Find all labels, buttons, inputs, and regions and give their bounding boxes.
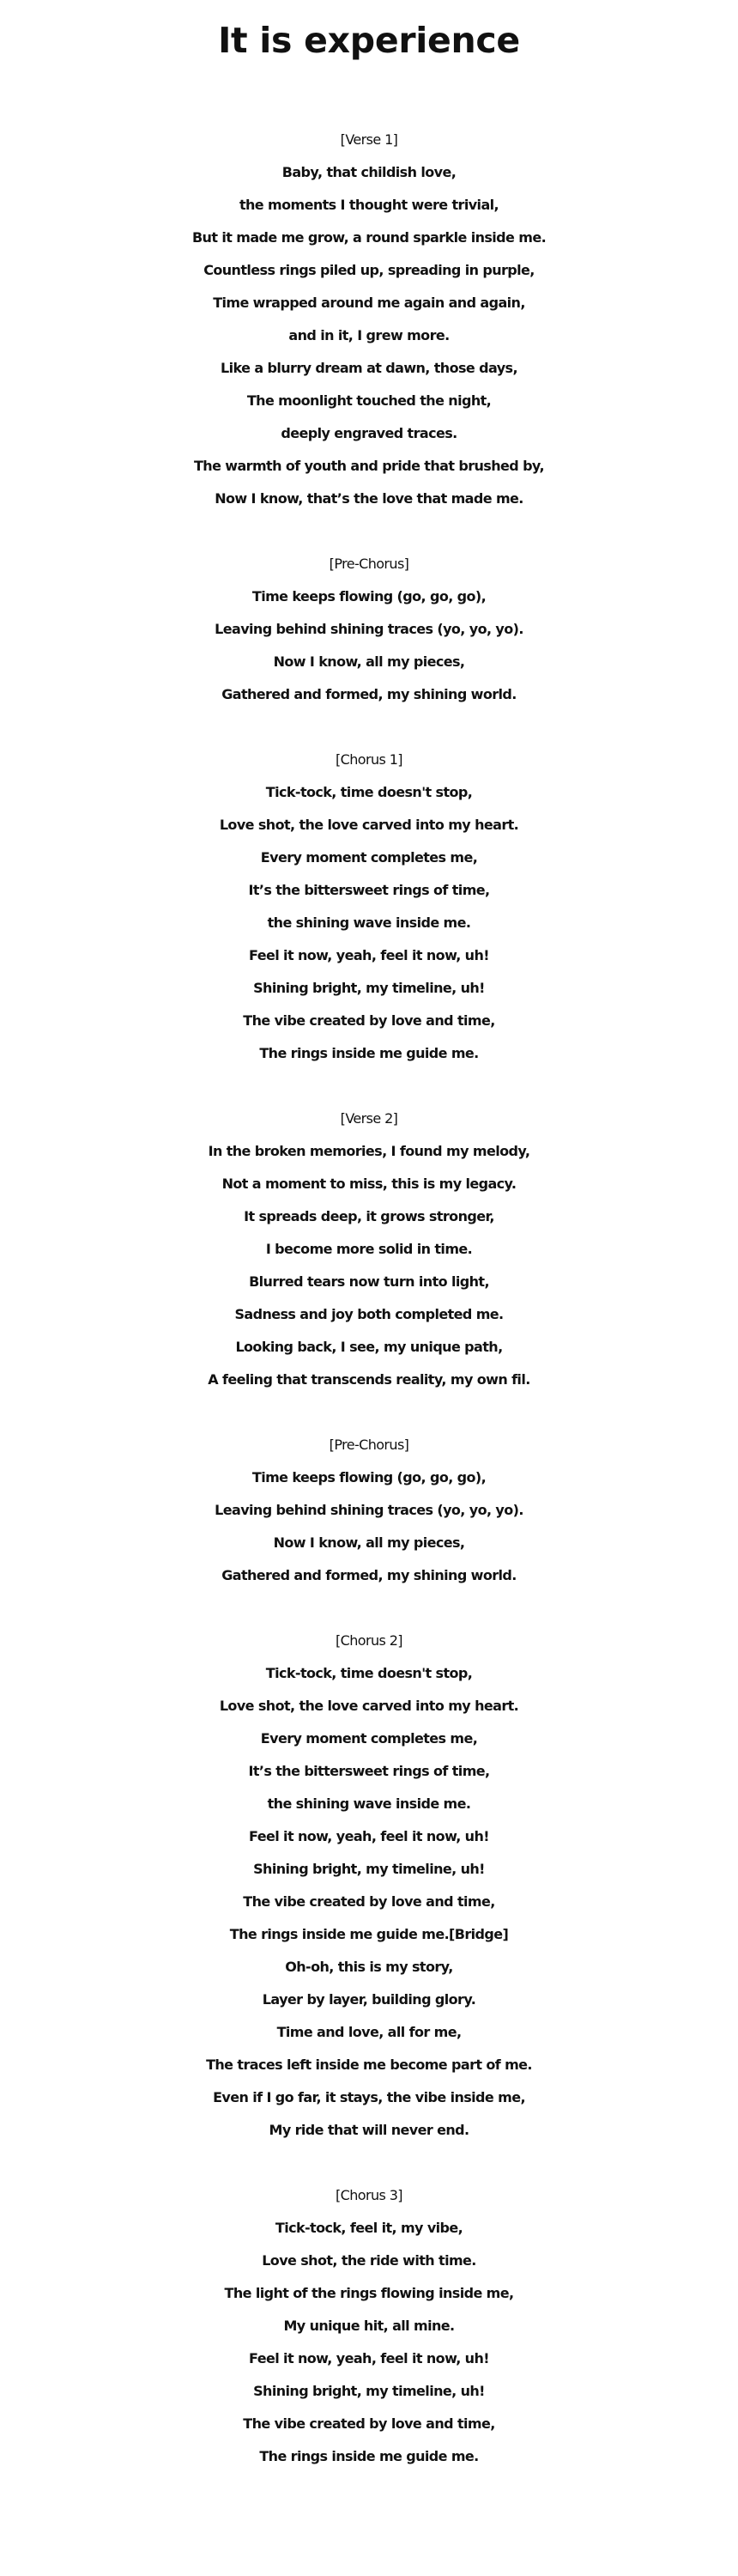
lyric-line: Now I know, that’s the love that made me. <box>215 490 523 507</box>
lyric-line: Now I know, all my pieces, <box>273 653 465 670</box>
section-heading: [Pre-Chorus] <box>329 1437 409 1453</box>
lyric-line: It’s the bittersweet rings of time, <box>248 882 490 898</box>
lyric-line: The light of the rings flowing inside me, <box>224 2285 514 2301</box>
lyric-section <box>0 548 738 711</box>
lyric-line: Sadness and joy both completed me. <box>234 1306 504 1322</box>
lyric-line: Love shot, the love carved into my heart. <box>219 1698 519 1714</box>
lyric-line: Blurred tears now turn into light, <box>249 1273 489 1290</box>
lyric-line: Every moment completes me, <box>260 1730 478 1747</box>
lyrics-body <box>0 124 738 2506</box>
lyric-section <box>0 124 738 515</box>
lyric-line: Leaving behind shining traces (yo, yo, yo). <box>215 1502 523 1518</box>
lyric-section <box>0 2179 738 2473</box>
lyric-line: Time keeps flowing (go, go, go), <box>251 588 487 605</box>
lyric-line: The moonlight touched the night, <box>246 392 492 409</box>
lyric-section <box>0 744 738 1070</box>
lyric-line: Shining bright, my timeline, uh! <box>253 980 485 996</box>
lyric-line: Shining bright, my timeline, uh! <box>253 1861 485 1877</box>
lyric-line: Oh-oh, this is my story, <box>285 1959 453 1975</box>
lyric-line: Tick-tock, feel it, my vibe, <box>275 2220 463 2236</box>
lyric-line: Baby, that childish love, <box>281 164 457 180</box>
lyric-line: Looking back, I see, my unique path, <box>235 1339 503 1355</box>
lyric-line: Like a blurry dream at dawn, those days, <box>221 360 517 376</box>
lyric-line: Shining bright, my timeline, uh! <box>253 2383 485 2399</box>
lyric-line: the moments I thought were trivial, <box>239 197 499 213</box>
lyric-line: Love shot, the love carved into my heart. <box>219 817 519 833</box>
lyric-line: Feel it now, yeah, feel it now, uh! <box>249 947 489 963</box>
section-heading: [Chorus 2] <box>336 1632 402 1649</box>
lyric-line: A feeling that transcends reality, my own fil. <box>208 1371 530 1388</box>
lyric-line: The rings inside me guide me. <box>259 2448 479 2464</box>
lyric-line: It spreads deep, it grows stronger, <box>244 1208 494 1224</box>
section-heading: [Pre-Chorus] <box>329 556 409 572</box>
lyric-line: Feel it now, yeah, feel it now, uh! <box>249 1828 489 1844</box>
section-heading: [Verse 1] <box>340 131 398 148</box>
lyric-line: Tick-tock, time doesn't stop, <box>265 784 473 800</box>
lyric-line: The traces left inside me become part of me. <box>206 2057 532 2073</box>
lyric-line: The vibe created by love and time, <box>243 1893 495 1910</box>
lyric-line: deeply engraved traces. <box>281 425 457 441</box>
lyric-line: But it made me grow, a round sparkle inside me. <box>191 229 547 246</box>
lyric-line: The vibe created by love and time, <box>243 1012 495 1029</box>
lyric-line: Every moment completes me, <box>260 849 478 866</box>
lyric-section <box>0 1625 738 2147</box>
section-heading: [Chorus 1] <box>336 751 402 768</box>
lyric-line: Love shot, the ride with time. <box>262 2252 476 2269</box>
lyric-line: Countless rings piled up, spreading in purple, <box>203 262 535 278</box>
lyric-line: The rings inside me guide me.[Bridge] <box>229 1926 509 1942</box>
lyric-line: the shining wave inside me. <box>267 914 471 931</box>
lyric-line: I become more solid in time. <box>265 1241 473 1257</box>
lyric-section <box>0 1429 738 1592</box>
section-heading: [Verse 2] <box>340 1110 398 1127</box>
lyric-line: and in it, I grew more. <box>288 327 450 343</box>
lyric-line: It’s the bittersweet rings of time, <box>248 1763 490 1779</box>
lyric-line: Leaving behind shining traces (yo, yo, yo). <box>215 621 523 637</box>
lyric-line: Now I know, all my pieces, <box>273 1534 465 1551</box>
lyric-line: In the broken memories, I found my melody, <box>208 1143 530 1159</box>
lyric-line: Layer by layer, building glory. <box>262 1991 476 2008</box>
lyric-line: Feel it now, yeah, feel it now, uh! <box>249 2350 489 2366</box>
lyric-line: Time and love, all for me, <box>276 2024 462 2040</box>
lyric-line: The warmth of youth and pride that brushed by, <box>193 458 545 474</box>
lyric-line: the shining wave inside me. <box>267 1795 471 1812</box>
lyric-section <box>0 1103 738 1396</box>
lyric-line: Gathered and formed, my shining world. <box>221 686 517 702</box>
lyric-line: Not a moment to miss, this is my legacy. <box>221 1176 517 1192</box>
lyric-line: The rings inside me guide me. <box>259 1045 479 1061</box>
lyric-line: My unique hit, all mine. <box>283 2318 455 2334</box>
lyric-line: Time wrapped around me again and again, <box>213 295 525 311</box>
lyric-line: Time keeps flowing (go, go, go), <box>251 1469 487 1485</box>
lyric-line: My ride that will never end. <box>269 2122 469 2138</box>
lyric-line: Tick-tock, time doesn't stop, <box>265 1665 473 1681</box>
section-heading: [Chorus 3] <box>336 2187 402 2203</box>
lyric-line: Even if I go far, it stays, the vibe inside me, <box>213 2089 525 2105</box>
lyric-line: The vibe created by love and time, <box>243 2415 495 2432</box>
lyric-line: Gathered and formed, my shining world. <box>221 1567 517 1583</box>
page-title: It is experience <box>218 20 520 61</box>
